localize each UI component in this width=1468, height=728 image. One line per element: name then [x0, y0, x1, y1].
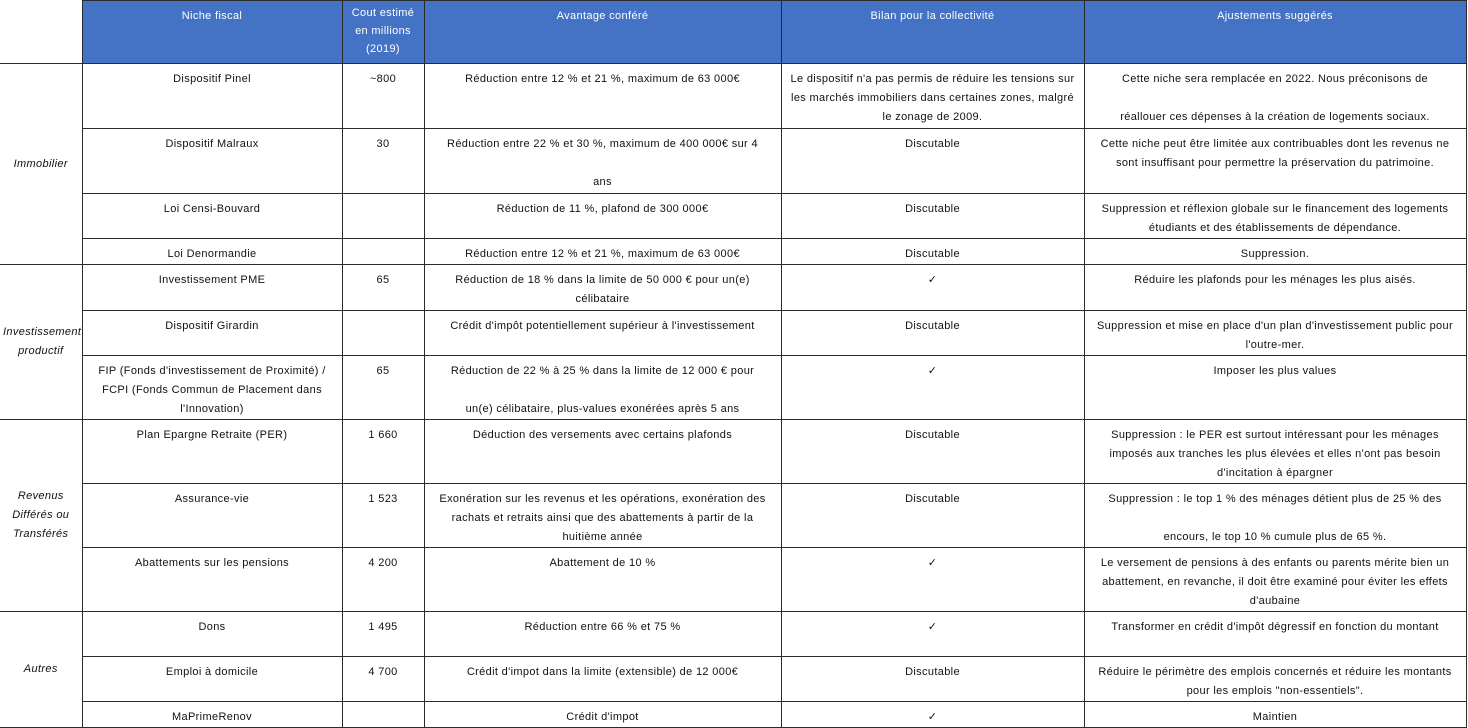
bilan-cell: Discutable [781, 311, 1084, 356]
niche-cell: Loi Denormandie [82, 239, 342, 265]
niche-cell: Investissement PME [82, 265, 342, 311]
ajustement-cell [1084, 484, 1466, 548]
avantage-cell: Réduction de 11 %, plafond de 300 000€ [424, 194, 781, 239]
avantage-cell: Crédit d'impot dans la limite (extensible) de 12 000€ [424, 657, 781, 702]
niche-cell: Assurance-vie [82, 484, 342, 548]
ajustement-line-2: réallouer ces dépenses à la création de logements sociaux. [1120, 111, 1430, 123]
cout-cell: 1 523 [342, 484, 424, 548]
cout-cell: 1 495 [342, 612, 424, 657]
niche-cell: Loi Censi-Bouvard [82, 194, 342, 239]
niche-cell: Plan Epargne Retraite (PER) [82, 420, 342, 484]
niche-cell: FIP (Fonds d'investissement de Proximité) / FCPI (Fonds Commun de Placement dans l'Innovation) [82, 356, 342, 420]
header-row [0, 1, 1466, 64]
bilan-cell: Discutable [781, 484, 1084, 548]
bilan-cell: Discutable [781, 129, 1084, 194]
bilan-cell: ✓ [781, 612, 1084, 657]
ajustement-line-1: Suppression : le top 1 % des ménages détient plus de 25 % des [1108, 493, 1442, 505]
avantage-cell [424, 356, 781, 420]
bilan-cell: ✓ [781, 702, 1084, 728]
cout-cell [342, 239, 424, 265]
cout-cell: 65 [342, 265, 424, 311]
ajustement-cell: Maintien [1084, 702, 1466, 728]
table-row [0, 612, 1466, 657]
table-row [0, 356, 1466, 420]
category-revenus: Revenus Différés ou Transférés [0, 420, 82, 612]
ajustement-cell: Réduire les plafonds pour les ménages les plus aisés. [1084, 265, 1466, 311]
niche-cell: MaPrimeRenov [82, 702, 342, 728]
table-row [0, 420, 1466, 484]
avantage-cell: Déduction des versements avec certains plafonds [424, 420, 781, 484]
niche-cell: Dispositif Malraux [82, 129, 342, 194]
ajustement-cell: Suppression : le PER est surtout intéressant pour les ménages imposés aux tranches les plus élevées et elles n'ont pas besoin d'incitation à épargner [1084, 420, 1466, 484]
ajustement-line-2: encours, le top 10 % cumule plus de 65 %. [1163, 531, 1387, 543]
bilan-cell: Discutable [781, 239, 1084, 265]
ajustement-cell: Suppression. [1084, 239, 1466, 265]
table-row [0, 194, 1466, 239]
avantage-cell: Crédit d'impot [424, 702, 781, 728]
table-row [0, 657, 1466, 702]
niche-cell: Dispositif Pinel [82, 64, 342, 129]
avantage-cell: Crédit d'impôt potentiellement supérieur à l'investissement [424, 311, 781, 356]
cout-cell: 65 [342, 356, 424, 420]
cout-cell: 1 660 [342, 420, 424, 484]
bilan-cell: Discutable [781, 194, 1084, 239]
cout-cell: 30 [342, 129, 424, 194]
category-immobilier: Immobilier [0, 64, 82, 265]
avantage-cell: Réduction entre 12 % et 21 %, maximum de 63 000€ [424, 239, 781, 265]
category-autres: Autres [0, 612, 82, 728]
niche-cell: Emploi à domicile [82, 657, 342, 702]
bilan-cell: ✓ [781, 265, 1084, 311]
avantage-line-1: Réduction de 22 % à 25 % dans la limite de 12 000 € pour [450, 365, 755, 377]
avantage-cell: Abattement de 10 % [424, 548, 781, 612]
avantage-cell: Exonération sur les revenus et les opérations, exonération des rachats et retraits ainsi que des abattements à partir de la huitième année [424, 484, 781, 548]
header-bilan: Bilan pour la collectivité [781, 1, 1084, 64]
ajustement-cell: Transformer en crédit d'impôt dégressif en fonction du montant [1084, 612, 1466, 657]
avantage-line-1: Réduction entre 22 % et 30 %, maximum de 400 000€ sur 4 [447, 138, 758, 150]
avantage-cell [424, 129, 781, 194]
table-row [0, 311, 1466, 356]
avantage-line-2: un(e) célibataire, plus-values exonérées après 5 ans [465, 403, 740, 415]
niche-cell: Dons [82, 612, 342, 657]
cout-cell: 4 200 [342, 548, 424, 612]
header-niche: Niche fiscal [82, 1, 342, 64]
niche-cell: Dispositif Girardin [82, 311, 342, 356]
header-cout: Cout estimé en millions (2019) [342, 1, 424, 64]
ajustement-cell: Suppression et mise en place d'un plan d'investissement public pour l'outre-mer. [1084, 311, 1466, 356]
header-blank [0, 1, 82, 64]
ajustement-cell: Le versement de pensions à des enfants ou parents mérite bien un abattement, en revanche, il doit être examiné pour éviter les effets d'aubaine [1084, 548, 1466, 612]
table-row [0, 239, 1466, 265]
bilan-cell: Discutable [781, 657, 1084, 702]
bilan-cell: Discutable [781, 420, 1084, 484]
cout-cell [342, 702, 424, 728]
niche-cell: Abattements sur les pensions [82, 548, 342, 612]
table-row [0, 129, 1466, 194]
avantage-cell: Réduction entre 12 % et 21 %, maximum de 63 000€ [424, 64, 781, 129]
avantage-cell: Réduction de 18 % dans la limite de 50 000 € pour un(e) célibataire [424, 265, 781, 311]
ajustement-cell: Suppression et réflexion globale sur le financement des logements étudiants et des établissements de dépendance. [1084, 194, 1466, 239]
ajustement-cell: Réduire le périmètre des emplois concernés et réduire les montants pour les emplois "non-essentiels". [1084, 657, 1466, 702]
cout-cell: ~800 [342, 64, 424, 129]
ajustement-cell: Imposer les plus values [1084, 356, 1466, 420]
cout-cell [342, 311, 424, 356]
avantage-cell: Réduction entre 66 % et 75 % [424, 612, 781, 657]
ajustement-cell [1084, 64, 1466, 129]
table-row [0, 548, 1466, 612]
ajustement-cell: Cette niche peut être limitée aux contribuables dont les revenus ne sont insuffisant pour permettre la préservation du patrimoine. [1084, 129, 1466, 194]
table-row [0, 484, 1466, 548]
cout-cell: 4 700 [342, 657, 424, 702]
ajustement-line-1: Cette niche sera remplacée en 2022. Nous préconisons de [1121, 73, 1429, 85]
category-investissement: Investissement productif [0, 265, 82, 420]
bilan-cell: ✓ [781, 356, 1084, 420]
header-avantage: Avantage conféré [424, 1, 781, 64]
bilan-cell: Le dispositif n'a pas permis de réduire les tensions sur les marchés immobiliers dans certaines zones, malgré le zonage de 2009. [781, 64, 1084, 129]
table-row [0, 702, 1466, 728]
bilan-cell: ✓ [781, 548, 1084, 612]
cout-cell [342, 194, 424, 239]
header-ajustements: Ajustements suggérés [1084, 1, 1466, 64]
avantage-line-2: ans [593, 176, 612, 188]
table-row [0, 265, 1466, 311]
table-row [0, 64, 1466, 129]
